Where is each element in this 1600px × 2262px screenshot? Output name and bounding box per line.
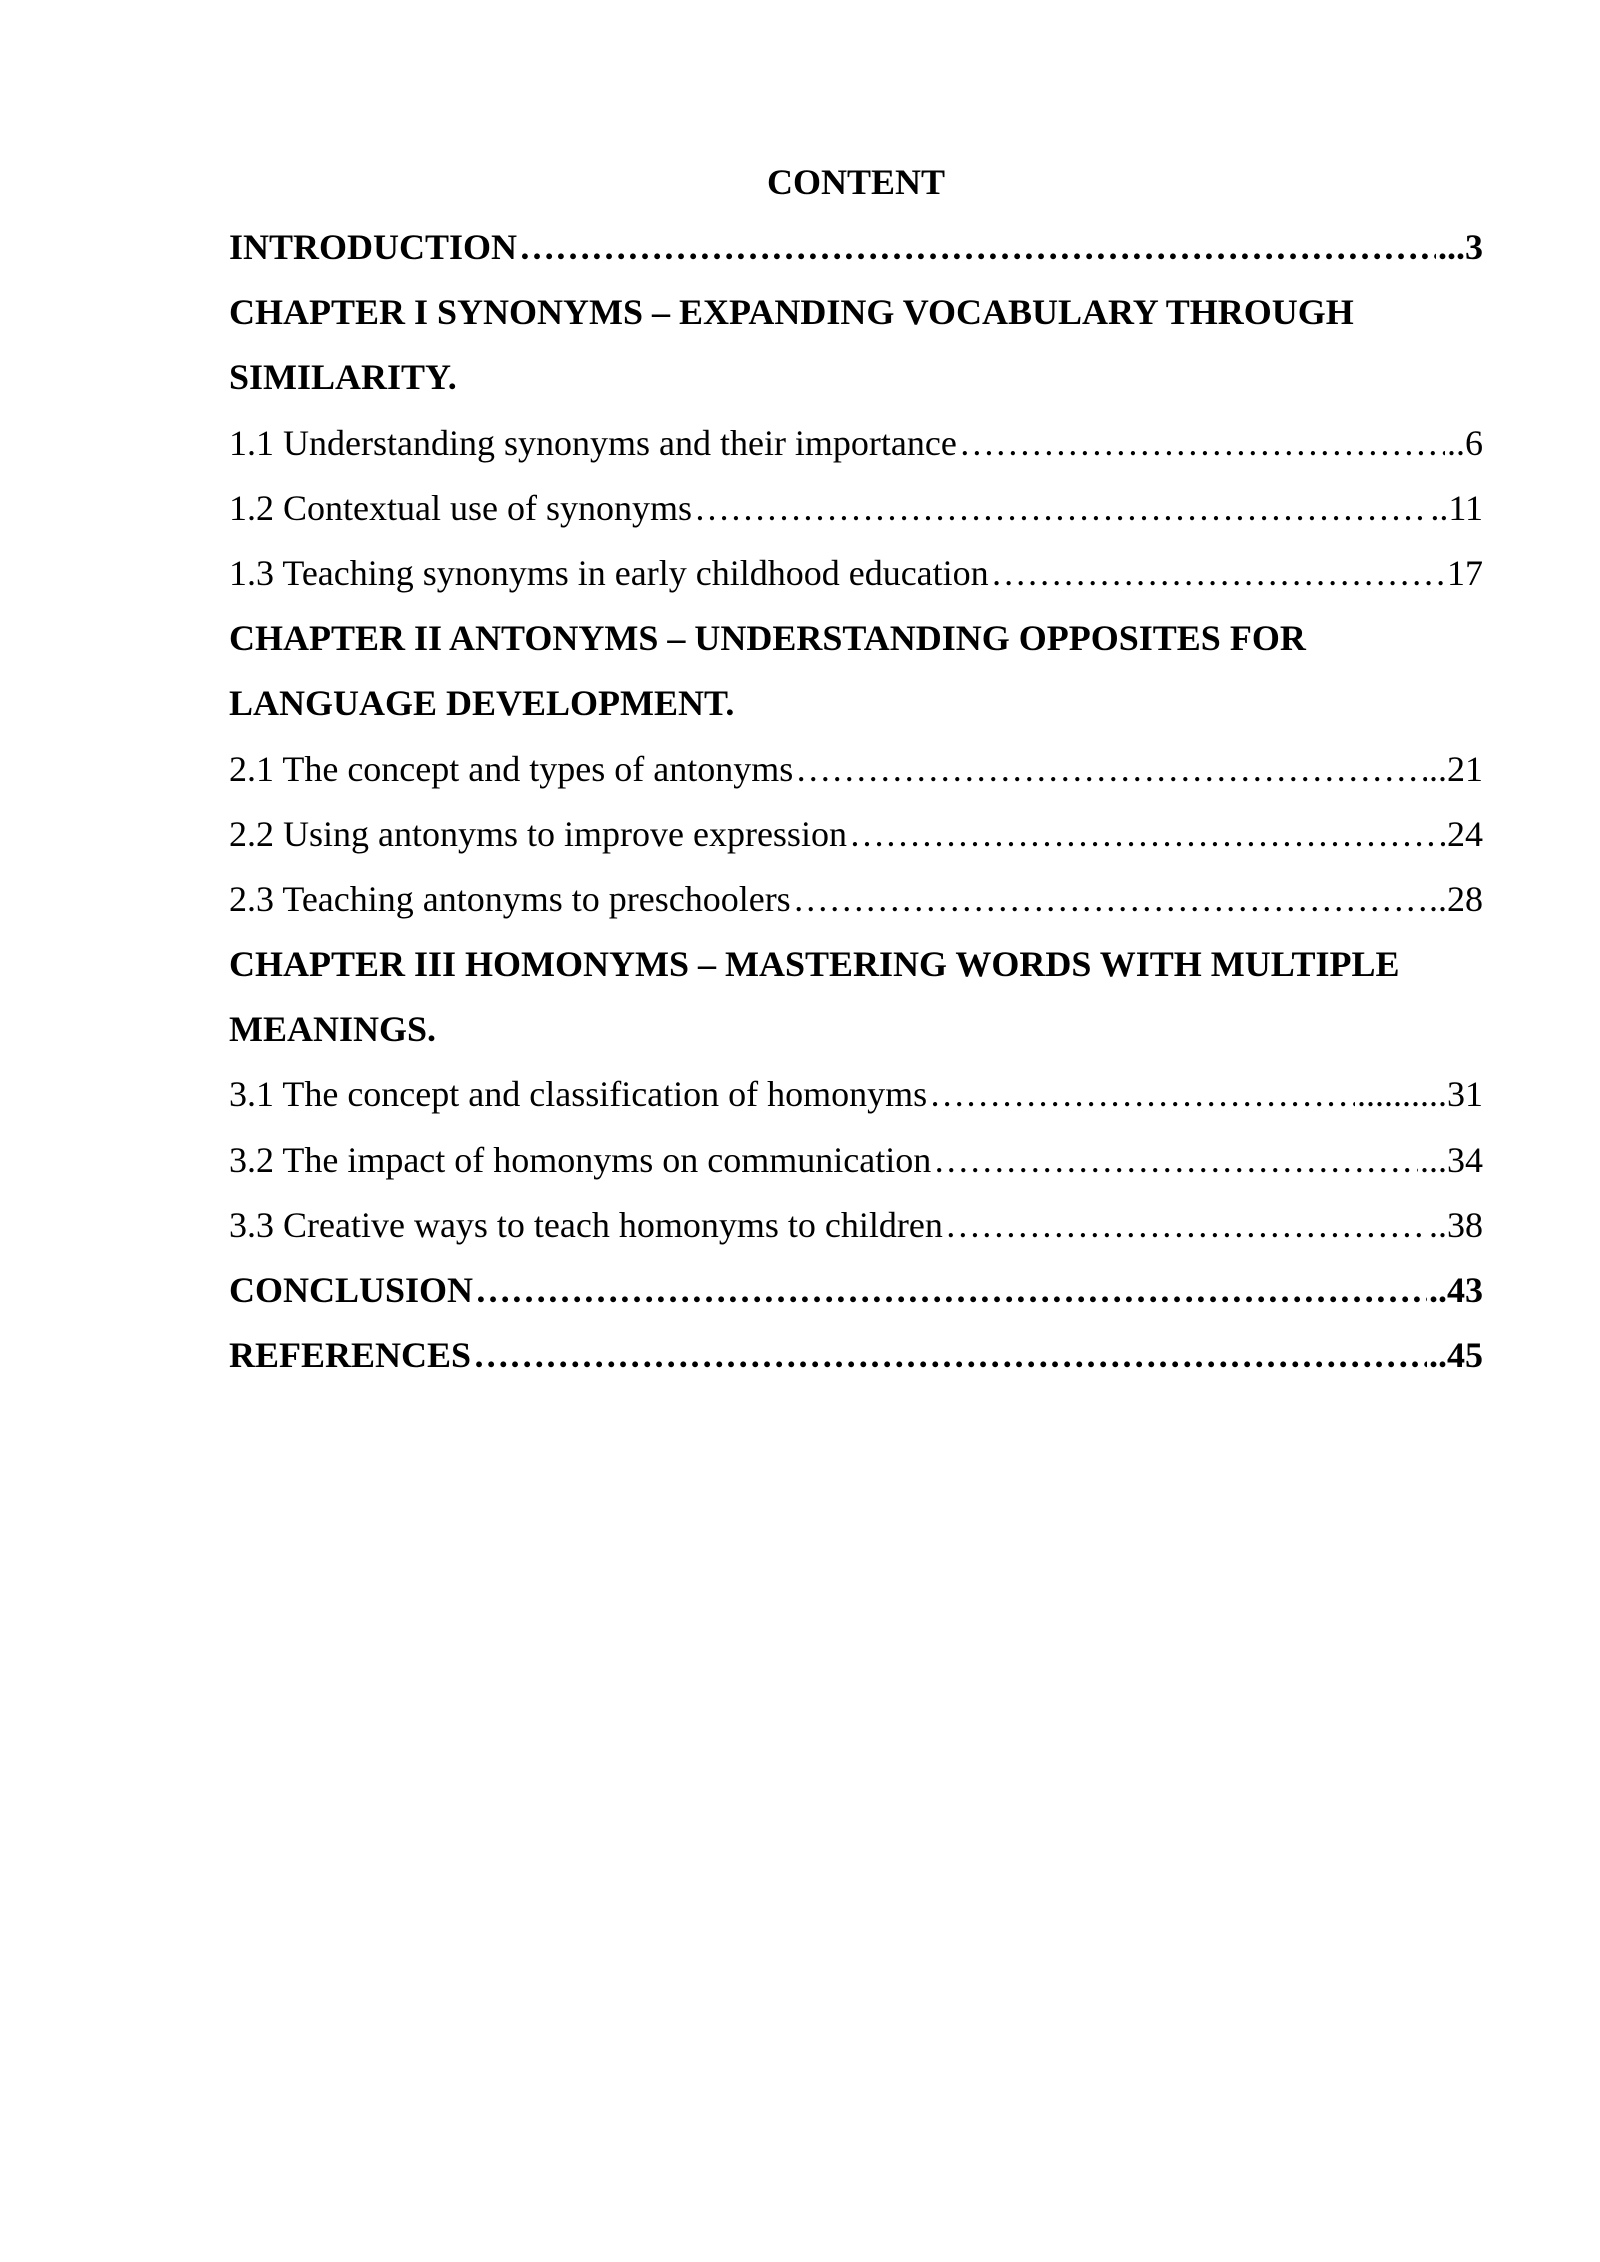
toc-dot-leader xyxy=(475,1258,1427,1323)
toc-entry xyxy=(229,1323,1483,1388)
toc-entry xyxy=(229,1128,1483,1193)
toc-dot-leader xyxy=(793,867,1427,932)
toc-entry xyxy=(229,1193,1483,1258)
toc-entry-label: CONCLUSION xyxy=(229,1270,474,1310)
toc-entry xyxy=(229,867,1483,932)
toc-dot-leader xyxy=(694,476,1428,541)
toc-entry-label: 1.2 Contextual use of synonyms xyxy=(229,487,692,528)
toc-chapter-heading: CHAPTER I SYNONYMS – EXPANDING VOCABULARY THROUGH xyxy=(229,292,1354,333)
toc-dot-leader xyxy=(473,1323,1427,1388)
toc-dot-leader xyxy=(929,1062,1355,1127)
toc-page-number: ..6 xyxy=(1447,422,1483,463)
toc-dot-leader xyxy=(959,411,1445,476)
toc-entry-label: 2.1 The concept and types of antonyms xyxy=(229,748,794,789)
toc-page-number: ..38 xyxy=(1429,1204,1483,1245)
toc-entry xyxy=(229,541,1483,606)
toc-page-number: ...34 xyxy=(1420,1139,1483,1180)
toc-page-number: 24 xyxy=(1447,813,1483,854)
toc-chapter-heading: MEANINGS. xyxy=(229,1009,437,1050)
table-of-contents xyxy=(229,150,1483,1388)
toc-dot-leader xyxy=(795,737,1427,802)
toc-lines xyxy=(229,215,1483,1388)
toc-chapter-heading: SIMILARITY. xyxy=(229,357,457,398)
toc-page-number: ..45 xyxy=(1429,1335,1483,1376)
toc-entry-label: 3.1 The concept and classification of homonyms xyxy=(229,1074,928,1115)
toc-page-number: ..28 xyxy=(1429,878,1483,919)
toc-chapter-heading: CHAPTER III HOMONYMS – MASTERING WORDS WITH MULTIPLE xyxy=(229,944,1400,985)
toc-entry xyxy=(229,411,1483,476)
toc-entry xyxy=(229,802,1483,867)
toc-entry-label: REFERENCES xyxy=(229,1335,472,1376)
toc-entry-label: 3.3 Creative ways to teach homonyms to children xyxy=(229,1204,943,1245)
toc-page-number: ...3 xyxy=(1438,227,1483,267)
toc-dot-leader xyxy=(945,1193,1427,1258)
toc-chapter-heading: LANGUAGE DEVELOPMENT. xyxy=(229,683,735,724)
toc-title: CONTENT xyxy=(766,162,946,202)
toc-entry-label: 3.2 The impact of homonyms on communication xyxy=(229,1139,932,1180)
toc-entry-label: 2.3 Teaching antonyms to preschoolers xyxy=(229,878,791,919)
toc-entry xyxy=(229,476,1483,541)
toc-entry-label: 1.3 Teaching synonyms in early childhood education xyxy=(229,552,989,593)
toc-dot-leader xyxy=(519,215,1436,280)
toc-entry-label: INTRODUCTION xyxy=(229,227,518,267)
toc-entry xyxy=(229,1258,1483,1323)
toc-entry-label: 1.1 Understanding synonyms and their importance xyxy=(229,422,957,463)
toc-entry-label: 2.2 Using antonyms to improve expression xyxy=(229,813,847,854)
toc-chapter-heading: CHAPTER II ANTONYMS – UNDERSTANDING OPPOSITES FOR xyxy=(229,618,1306,659)
toc-page-number: ..21 xyxy=(1429,748,1483,789)
toc-page-number: 17 xyxy=(1447,552,1483,593)
toc-page-number: ..........31 xyxy=(1357,1074,1483,1115)
toc-dot-leader xyxy=(849,802,1445,867)
toc-entry xyxy=(229,215,1483,280)
toc-page-number: ..11 xyxy=(1430,487,1483,528)
toc-page-number: ..43 xyxy=(1429,1270,1483,1310)
toc-entry xyxy=(229,737,1483,802)
toc-dot-leader xyxy=(991,541,1445,606)
toc-entry xyxy=(229,1062,1483,1127)
toc-dot-leader xyxy=(933,1128,1418,1193)
